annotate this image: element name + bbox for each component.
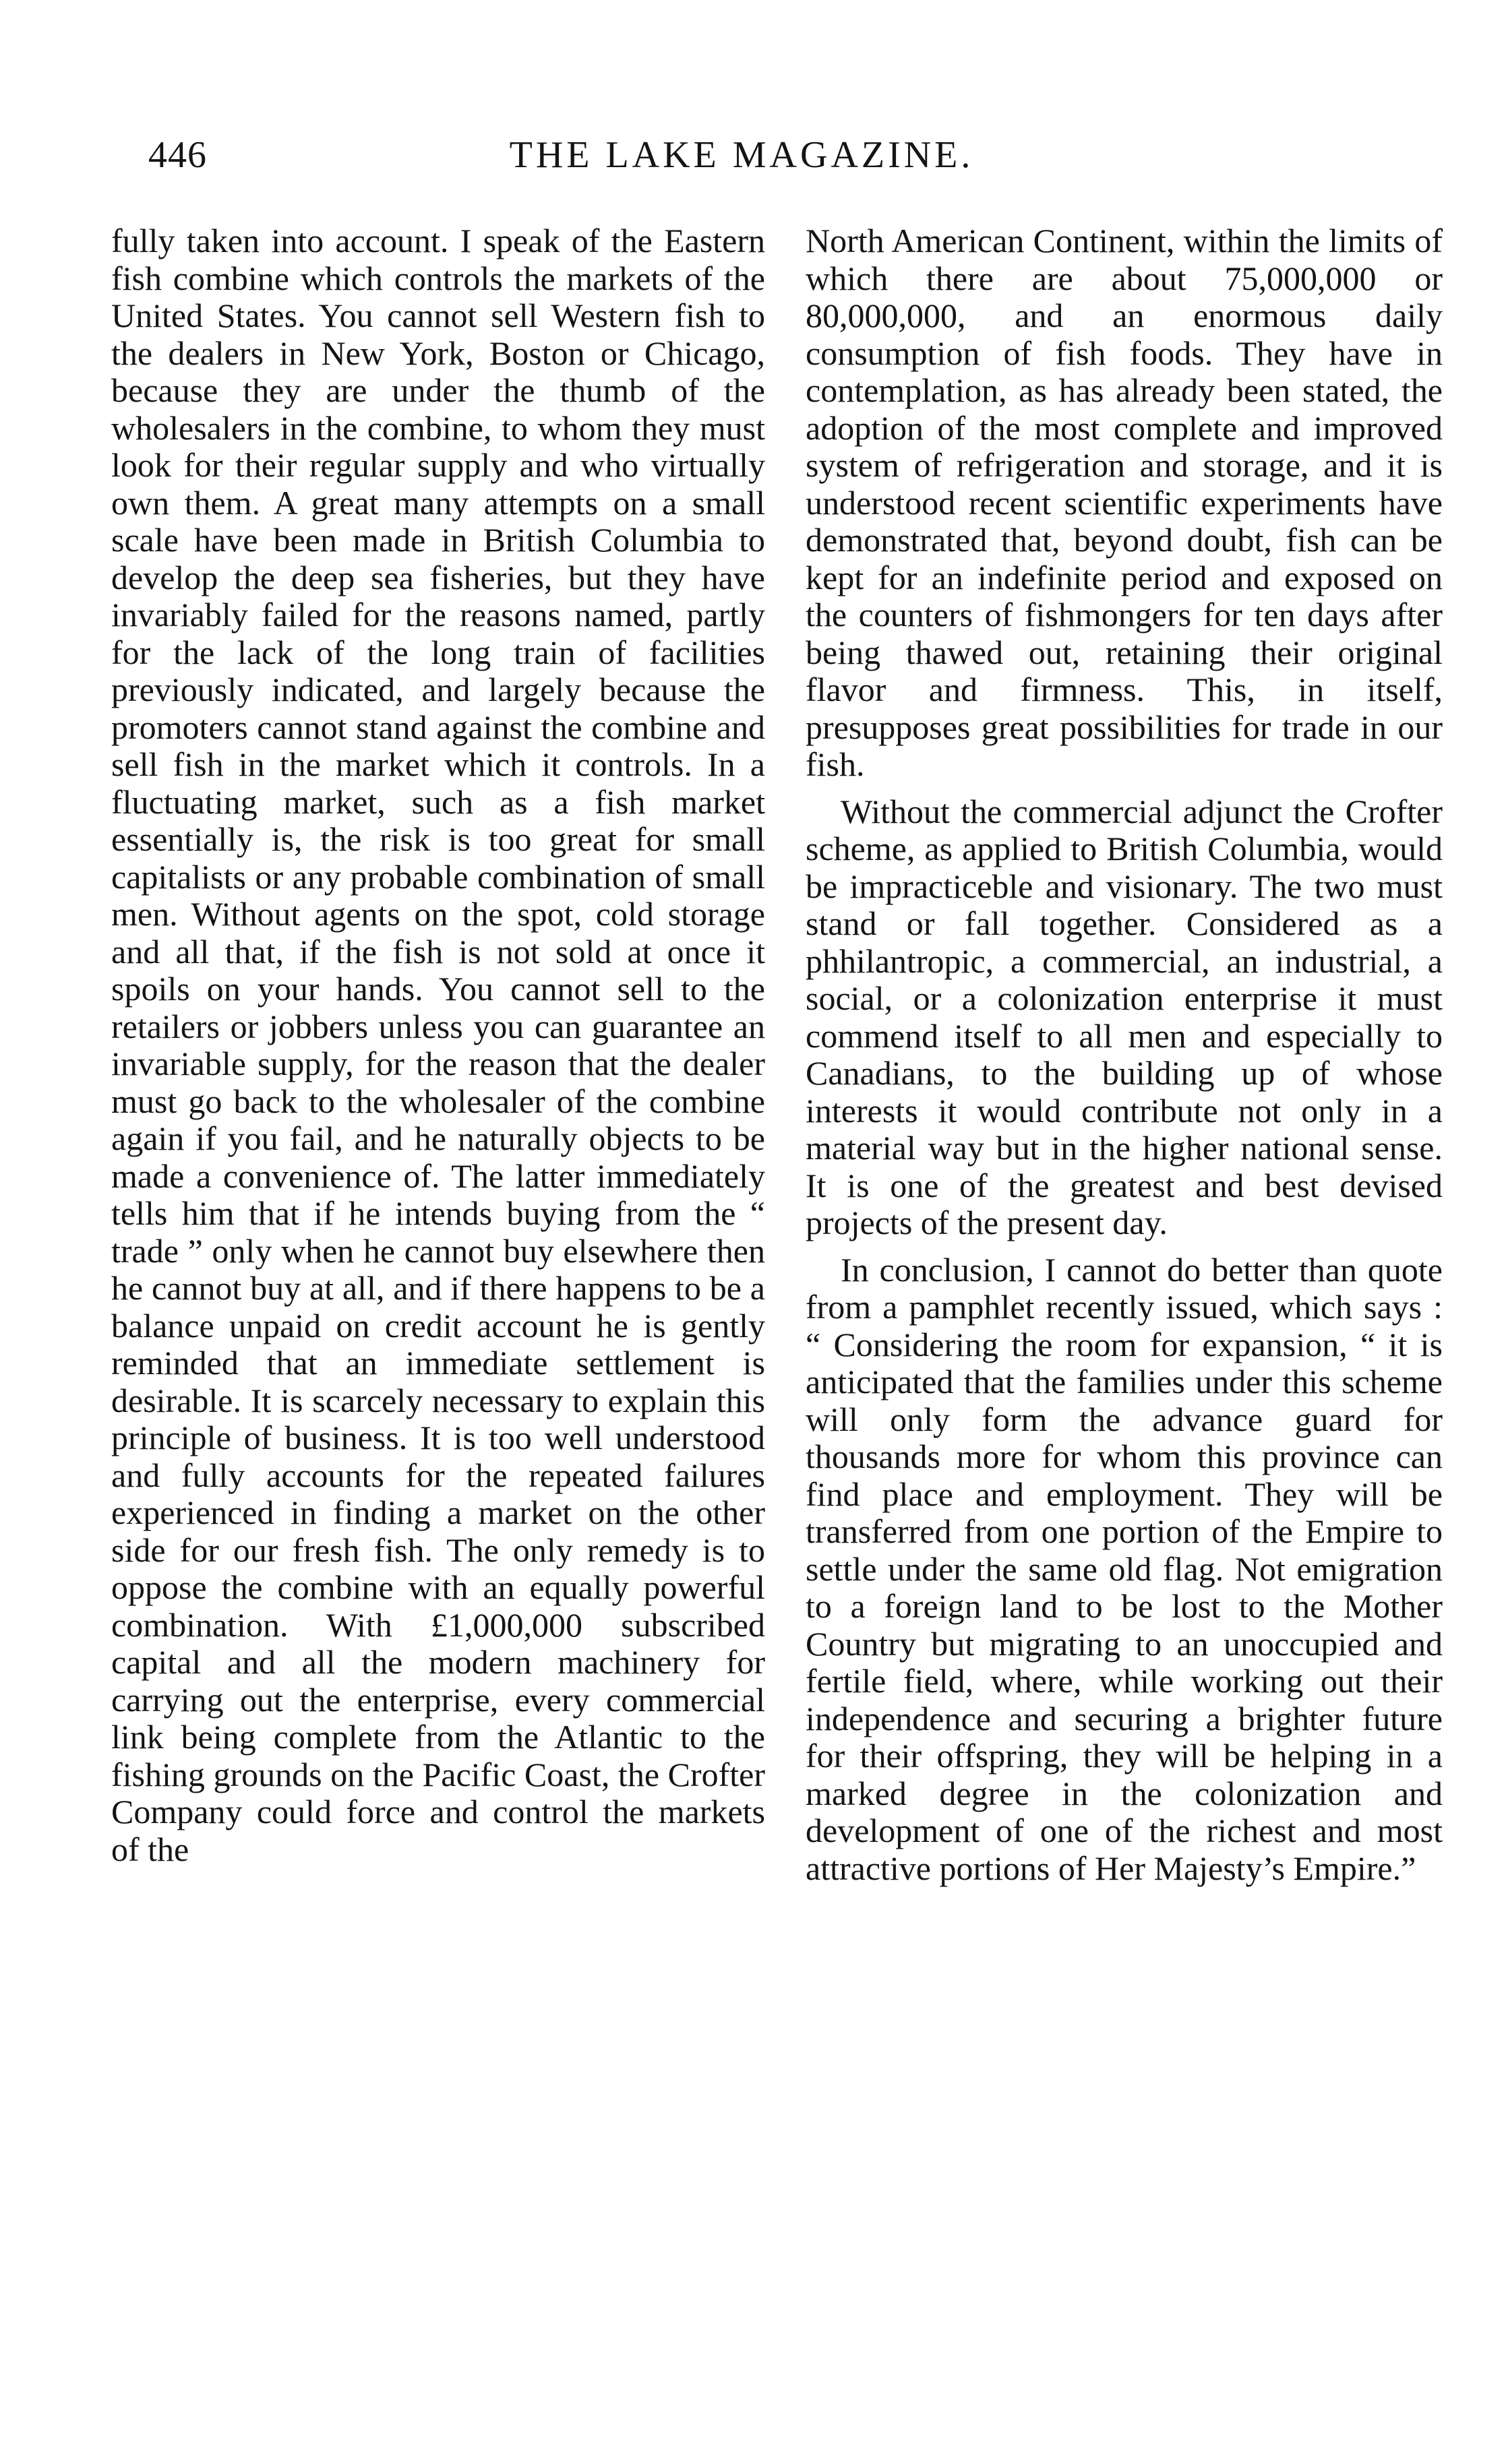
page-number: 446 — [148, 134, 207, 176]
page-header — [101, 133, 1382, 187]
paragraph: In conclusion, I cannot do better than quote from a pamphlet recently issued, which says : “ Considering the room for expansion, “ it is anticipated that the families under this scheme will only form the advance guard for thousands more for whom this province can find place and employment. They will be transferred from one portion of the Empire to settle under the same old flag. Not emigration to a foreign land to be lost to the Mother Country but migrating to an unoccupied and fertile field, where, while working out their independence and securing a brighter future for their offspring, they will be helping in a marked degree in the colonization and development of one of the richest and most attractive portions of Her Majesty’s Empire.” — [806, 1250, 1443, 1887]
paragraph: fully taken into account. I speak of the Eastern fish combine which controls the markets of the United States. You cannot sell Western fish to the dealers in New York, Boston or Chicago, because they are under the thumb of the wholesalers in the combine, to whom they must look for their regular supply and who virtually own them. A great many attempts on a small scale have been made in British Columbia to develop the deep sea fisheries, but they have invariably failed for the reasons named, partly for the lack of the long train of facilities previously indicated, and largely because the promoters cannot stand against the combine and sell fish in the market which it controls. In a fluctuating market, such as a fish market essentially is, the risk is too great for small capitalists or any probable combination of small men. Without agents on the spot, cold storage and all that, if the fish is not sold at once it spoils on your hands. You cannot sell to the retailers or jobbers unless you can guarantee an invariable supply, for the reason that the dealer must go back to the wholesaler of the combine again if you fail, and he naturally objects to be made a convenience of. The latter immediately tells him that if he intends buying from the “ trade ” only when he cannot buy elsewhere then he cannot buy at all, and if there happens to be a balance unpaid on credit account he is gently reminded that an immediate settlement is desirable. It is scarcely necessary to explain this principle of business. It is too well understood and fully accounts for the repeated failures experienced in finding a market on the other side for our fresh fish. The only remedy is to oppose the combine with an equally powerful combination. With £1,000,000 subscribed capital and all the modern machinery for carrying out the enterprise, every commercial link being complete from the Atlantic to the fishing grounds on the Pacific Coast, the Crofter Company could force and control the markets of the — [111, 222, 765, 1868]
paragraph: Without the commercial adjunct the Crofter scheme, as applied to British Columbia, would be impracticeble and visionary. The two must stand or fall together. Considered as a phhilantropic, a commercial, an industrial, a social, or a colonization enterprise it must commend itself to all men and especially to Canadians, to the building up of whose interests it would contribute not only in a material way but in the higher national sense. It is one of the greatest and best devised projects of the present day. — [806, 792, 1443, 1241]
running-title: THE LAKE MAGAZINE. — [509, 134, 974, 176]
left-column — [111, 222, 765, 1868]
paragraph: North American Continent, within the limits of which there are about 75,000,000 or 80,000,000, and an enormous daily consumption of fish foods. They have in contemplation, as has already been stated, the adoption of the most complete and improved system of refrigeration and storage, and it is understood recent scientific experiments have demonstrated that, beyond doubt, fish can be kept for an indefinite period and exposed on the counters of fishmongers for ten days after being thawed out, retaining their original flavor and firmness. This, in itself, presupposes great possibilities for trade in our fish. — [806, 222, 1443, 783]
right-column — [806, 222, 1443, 1887]
